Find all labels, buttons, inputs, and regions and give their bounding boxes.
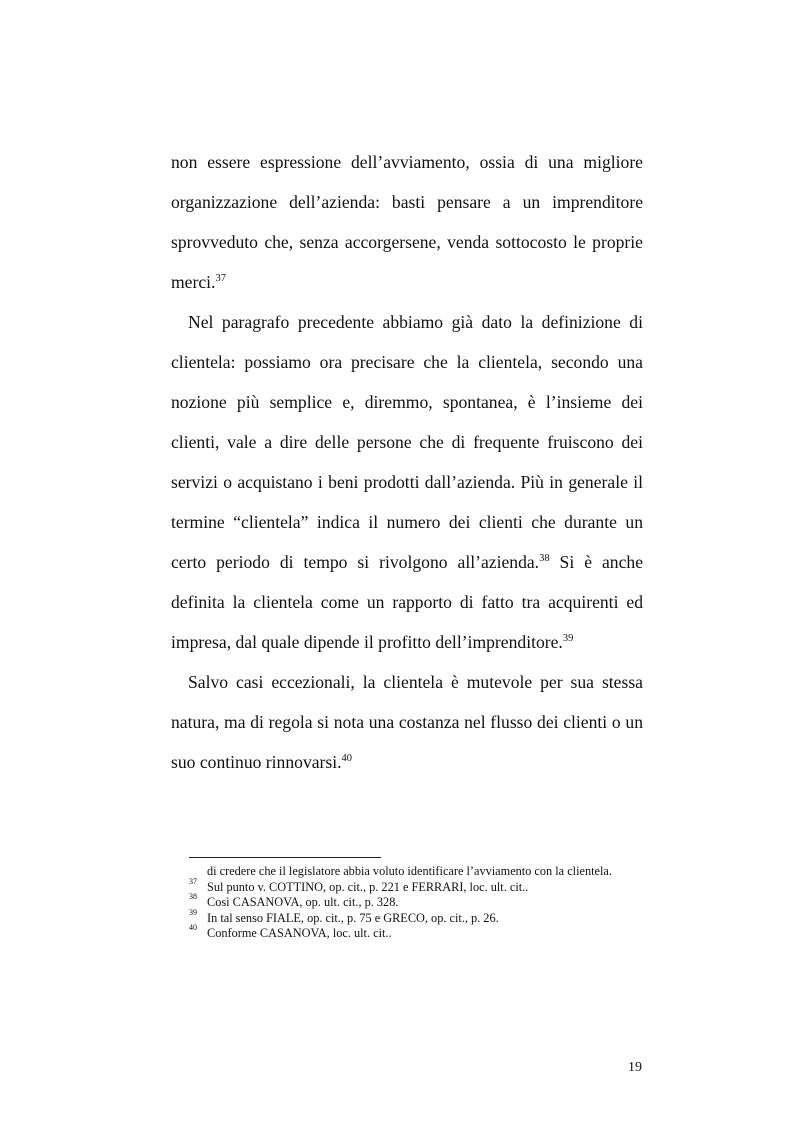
footnote-37 xyxy=(189,876,642,896)
paragraph-2 xyxy=(171,302,643,662)
page-number: 19 xyxy=(628,1060,642,1075)
paragraph-3-text: Salvo casi eccezionali, la clientela è mutevole per sua stessa natura, ma di regola si nota una costanza nel flusso dei clienti o un suo continuo rinnovarsi. xyxy=(171,672,643,772)
footnote-40 xyxy=(189,923,642,942)
paragraph-2-text-a: Nel paragrafo precedente abbiamo già dato la definizione di clientela: possiamo ora precisare che la clientela, secondo una nozione più semplice e, diremmo, spontanea, è l’insieme dei clienti, vale a dire delle persone che di frequente fruiscono dei servizi o acquistano i beni prodotti dall’azienda. Più in generale il termine “clientela” indica il numero dei clienti che durante un certo periodo di tempo si rivolgono all’azienda. xyxy=(171,312,643,572)
paragraph-2-text-b: Si è anche definita la clientela come un rapporto di fatto tra acquirenti ed impresa, dal quale dipende il profitto dell’imprenditore. xyxy=(171,552,643,652)
body-text xyxy=(171,142,643,782)
footnote-number: 37 xyxy=(189,876,197,886)
footnote-ref-37[interactable]: 37 xyxy=(215,273,226,284)
footnote-39 xyxy=(189,907,642,927)
paragraph-1 xyxy=(171,142,643,302)
footnote-text: In tal senso FIALE, op. cit., p. 75 e GRECO, op. cit., p. 26. xyxy=(207,910,499,925)
footnote-ref-39[interactable]: 39 xyxy=(562,633,574,644)
footnote-continuation: di credere che il legislatore abbia voluto identificare l’avviamento con la clientela. xyxy=(207,864,612,878)
footnote-ref-38[interactable]: 38 xyxy=(539,553,550,564)
footnote-ref-40[interactable]: 40 xyxy=(341,753,353,764)
footnote-number: 38 xyxy=(189,892,197,902)
footnote-text: Sul punto v. COTTINO, op. cit., p. 221 e FERRARI, loc. ult. cit.. xyxy=(207,879,529,894)
paragraph-3 xyxy=(171,662,643,782)
footnote-separator xyxy=(189,857,381,858)
footnote-38 xyxy=(189,892,642,911)
footnote-number: 40 xyxy=(189,923,197,933)
footnotes xyxy=(189,864,642,942)
footnote-text: Conforme CASANOVA, loc. ult. cit.. xyxy=(207,926,392,941)
footnote-number: 39 xyxy=(189,907,197,917)
paragraph-1-text: non essere espressione dell’avviamento, ossia di una migliore organizzazione dell’azienda: basti pensare a un imprenditore sprovveduto che, senza accorgersene, venda sottocosto le proprie merci. xyxy=(171,152,643,292)
footnote-text: Così CASANOVA, op. ult. cit., p. 328. xyxy=(207,895,399,910)
